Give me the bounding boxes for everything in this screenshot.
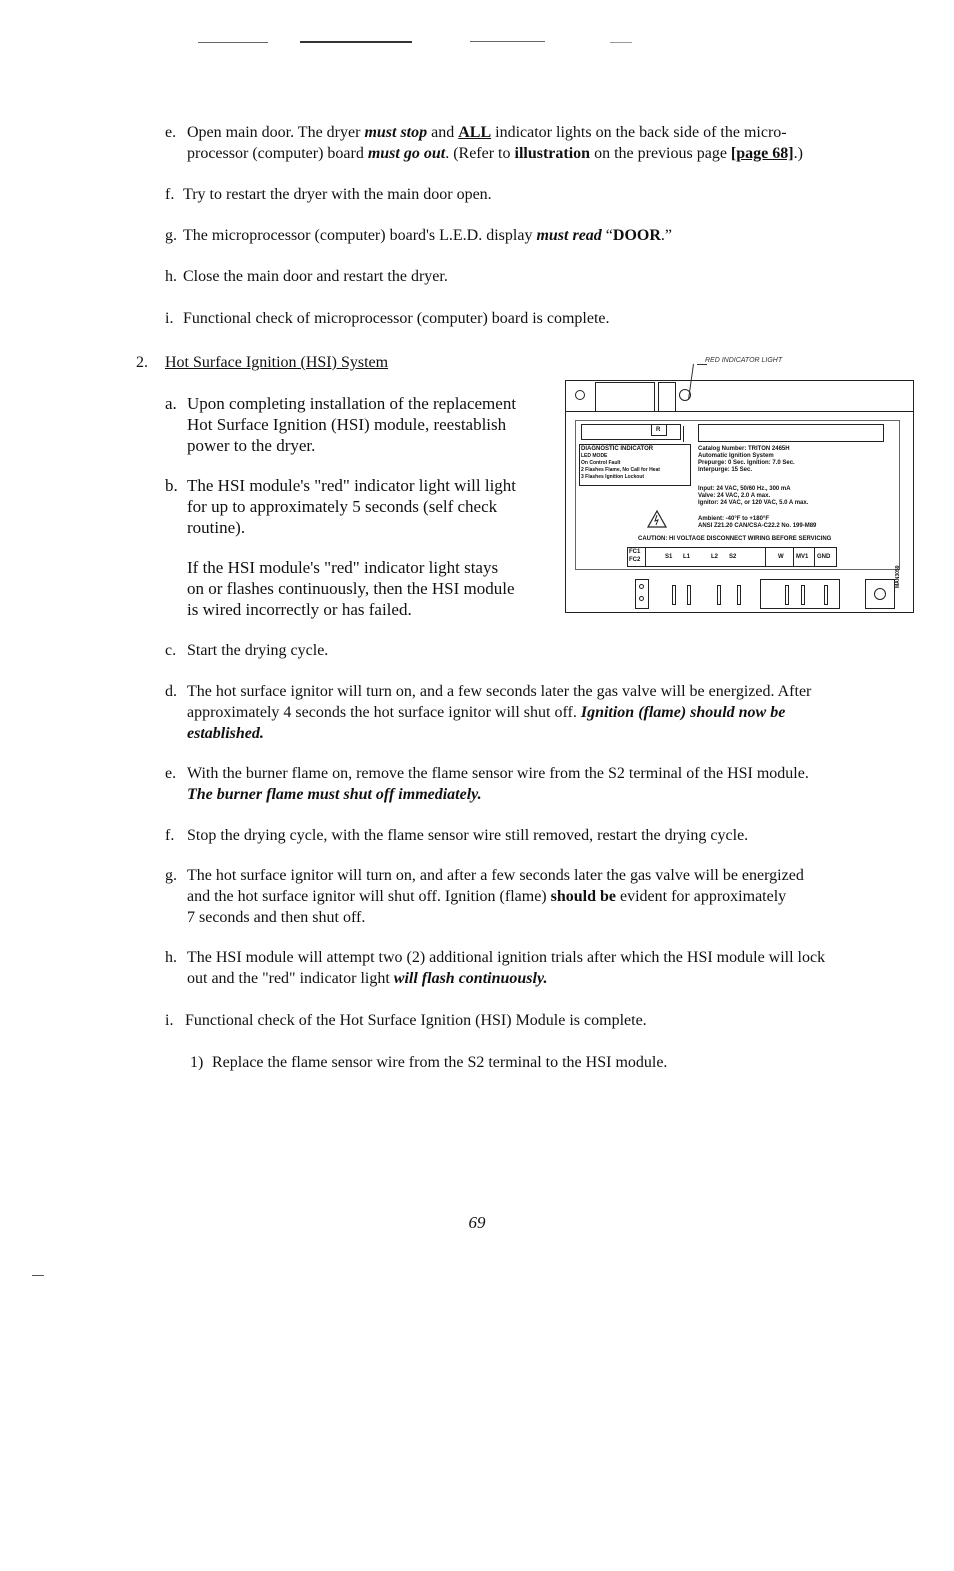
spade-terminal [801, 585, 805, 605]
spade-terminal [737, 585, 741, 605]
item-marker: h. [165, 268, 177, 285]
item-line: routine). [187, 518, 246, 537]
text-run: Open main door. The dryer [187, 124, 365, 141]
item-line: is wired incorrectly or has failed. [187, 600, 412, 619]
diagnostic-row: 3 Flashes Ignition Lockout [581, 474, 645, 480]
item-line: power to the dryer. [187, 436, 316, 455]
terminal-divider [645, 547, 646, 567]
terminal-label: L1 [683, 554, 691, 560]
item-line: The HSI module will attempt two (2) additional ignition trials after which the HSI module will lock [187, 949, 826, 966]
mount-hole-icon [874, 588, 886, 600]
text-run: on the previous page [590, 145, 731, 162]
item-marker: a. [165, 394, 177, 413]
terminal-label: W [778, 554, 784, 560]
diagnostic-row: On Control Fault [581, 460, 621, 466]
item-line: If the HSI module's "red" indicator light stays [187, 558, 499, 577]
terminal-label: MV1 [796, 554, 809, 560]
ambient-line: Ambient: -40°F to +180°F [698, 516, 769, 522]
item-text [183, 225, 672, 246]
margin-mark [32, 1275, 44, 1276]
item-text: Functional check of microprocessor (computer) board is complete. [183, 310, 610, 327]
terminal-divider [793, 547, 794, 567]
item-marker: e. [165, 124, 177, 141]
terminal-divider [765, 547, 766, 567]
item-line: Hot Surface Ignition (HSI) module, reestablish [187, 415, 507, 434]
emphasis-text: The burner flame must shut off immediately. [187, 786, 482, 803]
terminal-divider [814, 547, 815, 567]
item-text: Start the drying cycle. [187, 642, 329, 659]
spec-line: Interpurge: 15 Sec. [698, 467, 753, 473]
page-number: 69 [468, 1213, 486, 1232]
diagnostic-header: DIAGNOSTIC INDICATOR [581, 446, 654, 452]
part-code: MAN3059 [895, 565, 901, 588]
terminal-label: S1 [665, 554, 673, 560]
item-marker: f. [165, 186, 175, 203]
emphasis-text: must stop [364, 124, 428, 141]
item-line: 7 seconds and then shut off. [187, 909, 366, 926]
terminal-label: FC1 [629, 549, 641, 555]
diagnostic-row: 2 Flashes Flame, No Call for Heat [581, 467, 660, 473]
elec-line: Ignitor: 24 VAC, or 120 VAC, 5.0 A max. [698, 500, 809, 506]
text-run: processor (computer) board [187, 145, 368, 162]
red-indicator-light-icon [679, 389, 691, 401]
callout-line [697, 364, 707, 365]
text-run: and the hot surface ignitor will shut off. Ignition (flame) [187, 888, 551, 905]
top-rule-right [470, 41, 545, 42]
emphasis-text: established. [187, 725, 264, 742]
item-text: Stop the drying cycle, with the flame sensor wire still removed, restart the drying cycle. [187, 827, 749, 844]
terminal-label: FC2 [629, 557, 641, 563]
emphasis-text: should be [550, 888, 616, 905]
spade-terminal [672, 585, 676, 605]
item-marker: i. [165, 310, 174, 327]
elec-line: Valve: 24 VAC, 2.0 A max. [698, 493, 771, 499]
item-marker: c. [165, 642, 177, 659]
item-line [187, 968, 547, 989]
item-text-line2 [187, 143, 803, 164]
text-run: evident for approximately [616, 888, 787, 905]
spec-line: Prepurge: 0 Sec. Ignition: 7.0 Sec. [698, 460, 795, 466]
terminal-label: S2 [729, 554, 737, 560]
item-text: Close the main door and restart the dryer. [183, 268, 448, 285]
item-marker: f. [165, 827, 175, 844]
spade-terminal [824, 585, 828, 605]
top-bracket [595, 382, 655, 412]
item-line: for up to approximately 5 seconds (self check [187, 497, 498, 516]
terminal-label: L2 [711, 554, 719, 560]
item-marker: g. [165, 227, 177, 244]
spec-line: Catalog Number: TRITON 2465H [698, 446, 790, 452]
emphasis-text: Ignition (flame) should now be [580, 704, 786, 721]
item-line: The hot surface ignitor will turn on, and after a few seconds later the gas valve will be energized [187, 867, 804, 884]
emphasis-text: DOOR [612, 227, 661, 244]
item-line: With the burner flame on, remove the flame sensor wire from the S2 terminal of the HSI module. [187, 765, 809, 782]
terminal-housing [760, 579, 840, 609]
mount-hole-icon [575, 390, 585, 400]
ambient-line: ANSI Z21.20 CAN/CSA-C22.2 No. 199-M89 [698, 523, 817, 529]
emphasis-text: will flash continuously. [393, 970, 548, 987]
emphasis-text: must go out [367, 145, 446, 162]
emphasis-text: must read [536, 227, 602, 244]
spec-header-box [698, 424, 884, 442]
terminal-screw-icon [639, 584, 644, 589]
item-marker: h. [165, 949, 177, 966]
text-run: indicator lights on the back side of the micro- [491, 124, 787, 141]
page-link[interactable]: [page 68] [730, 145, 794, 162]
text-run: and [427, 124, 459, 141]
item-marker: e. [165, 765, 177, 782]
item-marker: 1) [190, 1054, 204, 1071]
spade-terminal [717, 585, 721, 605]
item-text: Replace the flame sensor wire from the S2 terminal to the HSI module. [212, 1054, 668, 1071]
text-run: . (Refer to [445, 145, 515, 162]
item-marker: b. [165, 476, 178, 495]
item-line [187, 886, 786, 907]
top-rule-center [300, 41, 412, 43]
text-run: .” [660, 227, 673, 244]
elec-line: Input: 24 VAC, 50/60 Hz., 300 mA [698, 486, 791, 492]
item-line: The hot surface ignitor will turn on, and a few seconds later the gas valve will be energized. After [187, 683, 812, 700]
item-text-line1 [187, 122, 787, 143]
item-line: Upon completing installation of the replacement [187, 394, 517, 413]
item-marker: g. [165, 867, 177, 884]
spec-line: Automatic Ignition System [698, 453, 774, 459]
spade-terminal [785, 585, 789, 605]
text-run: out and the "red" indicator light [187, 970, 394, 987]
terminal-label: GND [817, 554, 831, 560]
emphasis-text: illustration [514, 145, 591, 162]
r-label: R [656, 427, 661, 433]
top-bracket-inner [658, 382, 676, 412]
section-title: Hot Surface Ignition (HSI) System [165, 354, 389, 371]
caution-line: CAUTION: HI VOLTAGE DISCONNECT WIRING BEFORE SERVICING [638, 536, 832, 542]
callout-label: RED INDICATOR LIGHT [705, 357, 783, 364]
diagnostic-subheader: LED MODE [581, 453, 608, 459]
item-line: The HSI module's "red" indicator light will light [187, 476, 517, 495]
top-rule-far [610, 42, 632, 43]
terminal-screw-icon [639, 596, 644, 601]
warning-triangle-icon [647, 510, 667, 528]
text-run: The microprocessor (computer) board's L.E.D. display [183, 227, 537, 244]
top-rule-left [198, 42, 268, 43]
item-text: Functional check of the Hot Surface Ignition (HSI) Module is complete. [185, 1012, 647, 1029]
text-run: “ [601, 227, 613, 244]
item-text: Try to restart the dryer with the main door open. [183, 186, 492, 203]
spade-terminal [687, 585, 691, 605]
text-run: .) [793, 145, 803, 162]
r-marker [683, 426, 684, 442]
item-line [187, 702, 785, 723]
section-marker: 2. [136, 354, 148, 371]
item-marker: d. [165, 683, 177, 700]
hsi-module-diagram [565, 356, 915, 616]
item-marker: i. [165, 1012, 174, 1029]
item-line: on or flashes continuously, then the HSI module [187, 579, 515, 598]
emphasis-text: ALL [458, 124, 492, 141]
text-run: approximately 4 seconds the hot surface ignitor will shut off. [187, 704, 581, 721]
